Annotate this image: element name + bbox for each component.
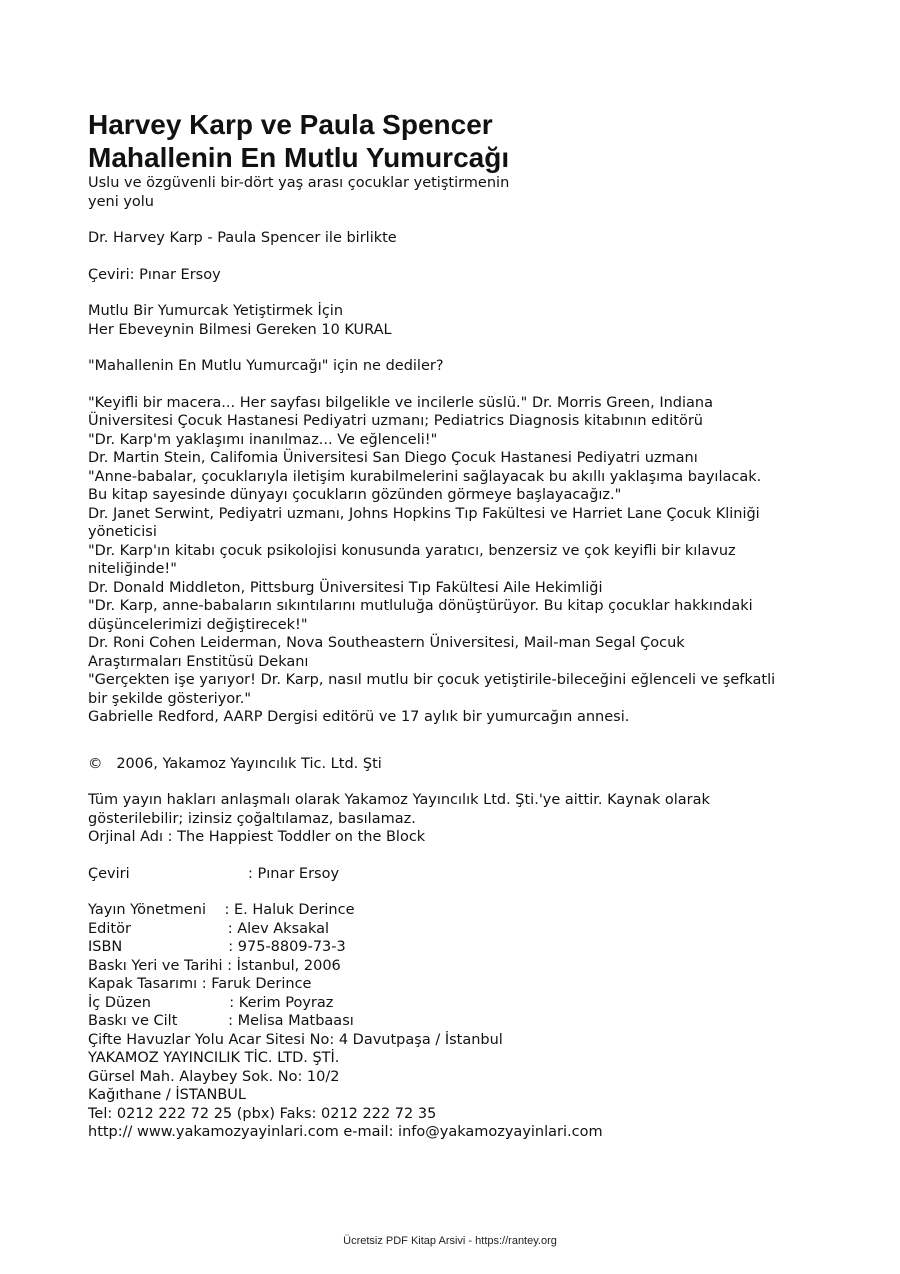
- book-title: [88, 108, 828, 174]
- imprint-translation-value: : Pınar Ersoy: [248, 865, 340, 882]
- translator-line: Çeviri: Pınar Ersoy: [88, 266, 221, 283]
- imprint-line: Yayın Yönetmeni : E. Haluk Derince: [88, 902, 355, 918]
- review-line: "Anne-babalar, çocuklarıyla iletişim kurabilmelerini sağlayacak bu akıllı yaklaşıma bayılacak.: [88, 468, 762, 485]
- rights-line-1: Tüm yayın hakları anlaşmalı olarak Yakamoz Yayıncılık Ltd. Şti.'ye aittir. Kaynak olarak: [88, 792, 710, 808]
- review-line: Araştırmaları Enstitüsü Dekanı: [88, 653, 309, 670]
- imprint-line: Baskı Yeri ve Tarihi : İstanbul, 2006: [88, 957, 341, 974]
- review-line: yöneticisi: [88, 524, 157, 540]
- review-line: Dr. Martin Stein, Califomia Üniversitesi San Diego Çocuk Hastanesi Pediyatri uzmanı: [88, 450, 698, 466]
- review-line: niteliğinde!": [88, 561, 177, 577]
- title-line-2: Mahallenin En Mutlu Yumurcağı: [88, 142, 510, 173]
- review-line: "Keyifli bir macera... Her sayfası bilgelikle ve incilerle süslü." Dr. Morris Green, Indiana: [88, 394, 713, 411]
- imprint-line: Kağıthane / İSTANBUL: [88, 1087, 246, 1103]
- review-line: Bu kitap sayesinde dünyayı çocukların gözünden görmeye başlayacağız.": [88, 487, 622, 503]
- review-line: Dr. Donald Middleton, Pittsburg Üniversitesi Tıp Fakültesi Aile Hekimliği: [88, 579, 603, 596]
- imprint-line: Gürsel Mah. Alaybey Sok. No: 10/2: [88, 1068, 340, 1085]
- imprint-line: Tel: 0212 222 72 25 (pbx) Faks: 0212 222 72 35: [88, 1105, 437, 1122]
- imprint-block: [88, 901, 828, 1142]
- footer-archive-note: Ücretsiz PDF Kitap Arsivi - https://rantey.org: [343, 1235, 557, 1247]
- reviews-heading: "Mahallenin En Mutlu Yumurcağı" için ne dediler?: [88, 358, 444, 374]
- imprint-translation-label: Çeviri: [88, 865, 130, 882]
- review-line: "Dr. Karp'ın kitabı çocuk psikolojisi konusunda yaratıcı, benzersiz ve çok keyifli bir kılavuz: [88, 542, 736, 559]
- title-line-1: Harvey Karp ve Paula Spencer: [88, 109, 493, 140]
- review-line: Üniversitesi Çocuk Hastanesi Pediyatri uzmanı; Pediatrics Diagnosis kitabının editörü: [88, 413, 703, 429]
- rights-line-2: gösterilebilir; izinsiz çoğaltılamaz, basılamaz.: [88, 810, 416, 827]
- copyright-line: © 2006, Yakamoz Yayıncılık Tic. Ltd. Şti: [88, 755, 382, 772]
- rules-line-2: Her Ebeveynin Bilmesi Gereken 10 KURAL: [88, 321, 392, 338]
- imprint-line: http:// www.yakamozyayinlari.com e-mail: info@yakamozyayinlari.com: [88, 1124, 603, 1140]
- imprint-line: Baskı ve Cilt : Melisa Matbaası: [88, 1013, 354, 1029]
- document-page: [88, 108, 828, 1142]
- subtitle-line-2: yeni yolu: [88, 193, 155, 210]
- review-line: "Dr. Karp, anne-babaların sıkıntılarını mutluluğa dönüştürüyor. Bu kitap çocuklar hakkındaki: [88, 598, 753, 614]
- imprint-line: Çifte Havuzlar Yolu Acar Sitesi No: 4 Davutpaşa / İstanbul: [88, 1031, 503, 1048]
- review-line: Dr. Janet Serwint, Pediyatri uzmanı, Johns Hopkins Tıp Fakültesi ve Harriet Lane Çocuk Kliniği: [88, 505, 760, 522]
- review-line: Dr. Roni Cohen Leiderman, Nova Southeastern Üniversitesi, Mail-man Segal Çocuk: [88, 635, 685, 651]
- imprint-line: Editör : Alev Aksakal: [88, 920, 330, 937]
- review-line: "Gerçekten işe yarıyor! Dr. Karp, nasıl mutlu bir çocuk yetiştirile-bileceğini eğlenceli ve şefkatli: [88, 672, 776, 688]
- authors-line: Dr. Harvey Karp - Paula Spencer ile birlikte: [88, 230, 397, 246]
- review-line: "Dr. Karp'm yaklaşımı inanılmaz... Ve eğlenceli!": [88, 431, 438, 448]
- imprint-line: ISBN : 975-8809-73-3: [88, 939, 346, 955]
- review-line: Gabrielle Redford, AARP Dergisi editörü ve 17 aylık bir yumurcağın annesi.: [88, 709, 630, 725]
- imprint-line: Kapak Tasarımı : Faruk Derince: [88, 976, 312, 992]
- imprint-line: İç Düzen : Kerim Poyraz: [88, 994, 334, 1011]
- subtitle-line-1: Uslu ve özgüvenli bir-dört yaş arası çocuklar yetiştirmenin: [88, 175, 510, 191]
- original-title-line: Orjinal Adı : The Happiest Toddler on the Block: [88, 829, 426, 845]
- imprint-line: YAKAMOZ YAYINCILIK TİC. LTD. ŞTİ.: [88, 1050, 340, 1066]
- review-line: düşüncelerimizi değiştirecek!": [88, 616, 308, 633]
- rules-line-1: Mutlu Bir Yumurcak Yetiştirmek İçin: [88, 303, 344, 319]
- reviews-block: [88, 394, 828, 727]
- review-line: bir şekilde gösteriyor.": [88, 690, 252, 707]
- imprint-translation: [88, 865, 828, 884]
